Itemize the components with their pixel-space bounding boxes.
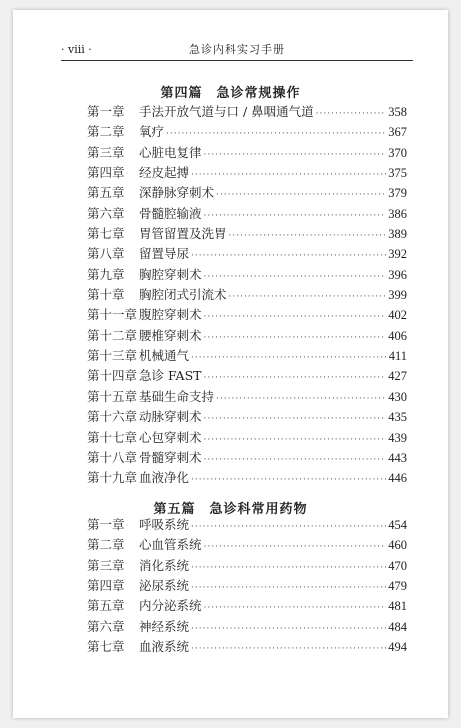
toc-entry[interactable]: [87, 428, 407, 448]
dot-leader: [191, 246, 386, 266]
chapter-title: 氧疗: [139, 124, 165, 140]
chapter-number: 第十三章: [87, 348, 138, 364]
toc-list: [87, 515, 407, 657]
chapter-number: 第十八章: [87, 449, 138, 465]
dot-leader: [191, 517, 386, 537]
page-ref: 389: [388, 227, 407, 242]
page-ref: 446: [388, 471, 407, 486]
chapter-number: 第五章: [87, 185, 125, 201]
dot-leader: [316, 104, 387, 124]
dot-leader: [191, 558, 386, 578]
toc-entry[interactable]: [87, 637, 407, 657]
toc-entry[interactable]: [87, 204, 407, 224]
page-ref: 411: [388, 349, 407, 364]
chapter-title: 动脉穿刺术: [139, 409, 202, 425]
dot-leader: [204, 537, 387, 557]
toc-entry[interactable]: [87, 346, 407, 366]
dot-leader: [191, 619, 386, 639]
page-ref: 494: [388, 640, 407, 655]
chapter-number: 第十章: [87, 287, 125, 303]
chapter-number: 第六章: [87, 205, 125, 221]
chapter-number: 第七章: [87, 226, 125, 242]
page-ref: 367: [388, 125, 407, 140]
dot-leader: [204, 328, 387, 348]
chapter-title: 胸腔穿刺术: [139, 266, 202, 282]
chapter-title: 深静脉穿刺术: [139, 185, 215, 201]
dot-leader: [191, 348, 387, 368]
chapter-title: 心包穿刺术: [139, 429, 202, 445]
toc-entry[interactable]: [87, 244, 407, 264]
chapter-title: 腰椎穿刺术: [139, 327, 202, 343]
chapter-title: 急诊 FAST: [139, 368, 202, 384]
toc-entry[interactable]: [87, 265, 407, 285]
page-ref: 460: [388, 538, 407, 553]
page-ref: 399: [388, 288, 407, 303]
chapter-number: 第二章: [87, 537, 125, 553]
chapter-number: 第七章: [87, 639, 125, 655]
chapter-title: 呼吸系统: [139, 517, 190, 532]
part-title: 第四篇 急诊常规操作: [160, 86, 301, 101]
chapter-title: 泌尿系统: [139, 578, 190, 594]
toc-entry[interactable]: [87, 448, 407, 468]
dot-leader: [191, 165, 386, 185]
part-title: 第五篇 急诊科常用药物: [153, 502, 308, 517]
chapter-number: 第二章: [87, 124, 125, 140]
running-head: [61, 42, 413, 61]
chapter-title: 消化系统: [139, 557, 190, 573]
toc-entry[interactable]: [87, 596, 407, 616]
dot-leader: [191, 639, 386, 659]
page-ref: 370: [388, 145, 407, 160]
chapter-title: 手法开放气道与口 / 鼻咽通气道: [139, 104, 314, 119]
toc-entry[interactable]: [87, 407, 407, 427]
chapter-title: 骨髓腔输液: [139, 205, 202, 221]
toc-entry[interactable]: [87, 556, 407, 576]
chapter-title: 胃管留置及洗胃: [139, 226, 227, 242]
chapter-title: 腹腔穿刺术: [139, 307, 202, 323]
chapter-title: 心血管系统: [139, 537, 202, 553]
dot-leader: [216, 185, 386, 205]
dot-leader: [204, 409, 387, 429]
dot-leader: [191, 470, 386, 490]
chapter-title: 基础生命支持: [139, 388, 215, 404]
page-ref: 392: [388, 247, 407, 262]
chapter-title: 内分泌系统: [139, 598, 202, 614]
toc-entry[interactable]: [87, 468, 407, 488]
chapter-number: 第六章: [87, 618, 125, 634]
page-ref: 430: [388, 389, 407, 404]
page-ref: 406: [388, 328, 407, 343]
chapter-number: 第十四章: [87, 368, 138, 384]
page-ref: 375: [388, 166, 407, 181]
book-title: 急诊内科实习手册: [189, 43, 285, 56]
chapter-title: 血液净化: [139, 470, 190, 486]
chapter-title: 血液系统: [139, 639, 190, 655]
dot-leader: [204, 430, 387, 450]
dot-leader: [216, 389, 386, 409]
toc-entry[interactable]: [87, 326, 407, 346]
page-ref: 435: [388, 410, 407, 425]
chapter-title: 神经系统: [139, 618, 190, 634]
toc-entry[interactable]: [87, 285, 407, 305]
page-ref: 427: [388, 369, 407, 384]
toc-entry[interactable]: [87, 122, 407, 142]
toc-entry[interactable]: [87, 535, 407, 555]
dot-leader: [204, 368, 387, 388]
page-ref: 402: [388, 308, 407, 323]
dot-leader: [191, 578, 386, 598]
page-ref: 396: [388, 267, 407, 282]
toc-entry[interactable]: [87, 576, 407, 596]
chapter-number: 第三章: [87, 557, 125, 573]
page-ref: 484: [388, 619, 407, 634]
toc-entry[interactable]: [87, 102, 407, 122]
page-ref: 481: [388, 599, 407, 614]
chapter-number: 第四章: [87, 165, 125, 181]
toc-entry[interactable]: [87, 143, 407, 163]
chapter-number: 第十一章: [87, 307, 138, 323]
chapter-title: 经皮起搏: [139, 165, 190, 181]
dot-leader: [204, 267, 387, 287]
toc-entry[interactable]: [87, 305, 407, 325]
chapter-number: 第一章: [87, 104, 125, 119]
chapter-number: 第五章: [87, 598, 125, 614]
toc-entry[interactable]: [87, 163, 407, 183]
toc-entry[interactable]: [87, 387, 407, 407]
toc-entry[interactable]: [87, 617, 407, 637]
page-ref: 358: [388, 105, 407, 119]
toc-entry[interactable]: [87, 183, 407, 203]
page-ref: 443: [388, 450, 407, 465]
chapter-number: 第九章: [87, 266, 125, 282]
dot-leader: [204, 206, 387, 226]
toc-entry[interactable]: [87, 515, 407, 535]
dot-leader: [204, 450, 387, 470]
chapter-number: 第八章: [87, 246, 125, 262]
dot-leader: [166, 124, 386, 144]
page-number: · viii ·: [61, 43, 92, 56]
dot-leader: [204, 307, 387, 327]
page-ref: 379: [388, 186, 407, 201]
dot-leader: [229, 226, 387, 246]
chapter-number: 第四章: [87, 578, 125, 594]
chapter-title: 心脏电复律: [139, 144, 202, 160]
book-page: [13, 10, 448, 718]
page-ref: 479: [388, 579, 407, 594]
chapter-number: 第一章: [87, 517, 125, 532]
chapter-title: 胸腔闭式引流术: [139, 287, 227, 303]
dot-leader: [229, 287, 387, 307]
chapter-title: 留置导尿: [139, 246, 190, 262]
page-ref: 454: [388, 518, 407, 532]
page-ref: 386: [388, 206, 407, 221]
dot-leader: [204, 598, 387, 618]
toc-entry[interactable]: [87, 224, 407, 244]
chapter-number: 第十七章: [87, 429, 138, 445]
chapter-title: 骨髓穿刺术: [139, 449, 202, 465]
chapter-number: 第十二章: [87, 327, 138, 343]
page-ref: 470: [388, 558, 407, 573]
chapter-number: 第十九章: [87, 470, 138, 486]
page-ref: 439: [388, 430, 407, 445]
toc-entry[interactable]: [87, 366, 407, 386]
chapter-title: 机械通气: [139, 348, 190, 364]
chapter-number: 第十五章: [87, 388, 138, 404]
toc-list: [87, 102, 407, 489]
chapter-number: 第十六章: [87, 409, 138, 425]
dot-leader: [204, 145, 387, 165]
chapter-number: 第三章: [87, 144, 125, 160]
